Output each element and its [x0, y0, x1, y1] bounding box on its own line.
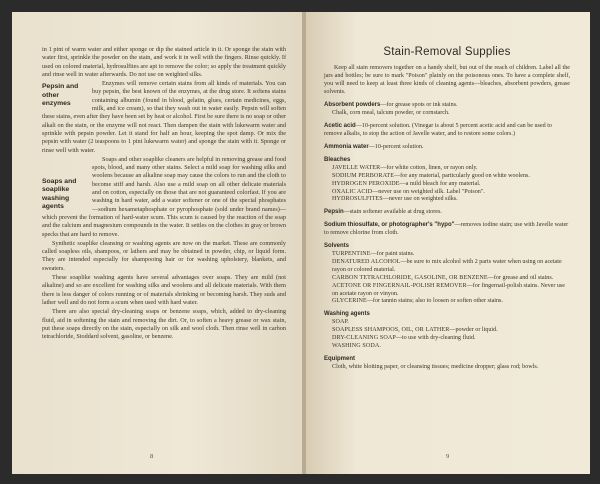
sodium-section: [324, 222, 570, 238]
list-item: DRY-CLEANING SOAP—to use with dry-cleaning fluid.: [332, 335, 476, 342]
paragraph: in 1 pint of warm water and either sponge or dip the stained article in it. Or sponge the stain with water first, sprinkle the powder on the stain, and work it in well with the fingers. Rinse quickly. If used on colored material, hydrosulfites are apt to remove the color; so apply the treatment quickly and rinse well in water afterwards. Do not use on weighted silks.: [42, 46, 286, 78]
list-item: DENATURED ALCOHOL—be sure to mix alcohol with 2 parts water when using on acetate rayon or colored material.: [332, 258, 562, 273]
absorbent-section: [324, 102, 570, 118]
section-heading: Acetic acid: [324, 123, 356, 130]
left-page: [12, 12, 302, 474]
section-heading: Bleaches: [324, 156, 351, 163]
book-spread: [12, 12, 590, 474]
section-heading: Absorbent powders: [324, 102, 381, 109]
solvents-section: [324, 243, 570, 306]
acetic-section: [324, 123, 570, 139]
washing-section: [324, 311, 570, 351]
list-item: HYDROGEN PEROXIDE—a mild bleach for any material.: [332, 180, 481, 187]
side-heading: Soaps and soaplike washing agents: [42, 177, 77, 211]
section-heading: Sodium thiosulfate, or photographer's "hypo": [324, 222, 455, 229]
section-heading: Solvents: [324, 243, 350, 250]
section-desc: —for grease spots or ink stains.: [380, 102, 458, 109]
page-title: Stain-Removal Supplies: [383, 46, 511, 58]
list-item: SODIUM PERBORATE—for any material, particularly good on white woolens.: [332, 172, 530, 179]
section-desc: —stain softener available at drug stores.: [343, 209, 442, 216]
ammonia-section: [324, 144, 570, 152]
section-desc: —10-percent solution. (Vinegar is about 5 percent acetic acid and can be used to remove alkalis, to stop the action of Javelle water, and to restore some colors.): [324, 123, 552, 138]
list-item: GLYCERINE—for tannin stains; also to loosen or soften other stains.: [332, 298, 503, 305]
bleaches-section: [324, 157, 570, 204]
section-desc: —10-percent solution.: [368, 144, 424, 150]
intro-paragraph: Keep all stain removers together on a handy shelf, but out of the reach of children. Label all the jars and bottles; be sure to mark "Poison" plainly on the poisonous ones. To have a complete shelf, you will need to keep at least three kinds of cleaning agents—bleaches, absorbent powders, grease solvents.: [324, 65, 570, 96]
list-item: OXALIC ACID—never use on weighted silk. Label "Poison".: [332, 188, 485, 195]
section-body: Cloth, white blotting paper, or cleansing tissues; medicine dropper; glass rod; bowls.: [332, 363, 539, 370]
page-number: 8: [150, 453, 154, 460]
list-item: SOAPLESS SHAMPOOS, OIL, OR LATHER—powder or liquid.: [332, 327, 498, 334]
section-heading: Ammonia water: [324, 144, 369, 150]
pepsin-section: [42, 80, 286, 155]
list-item: HYDROSULFITES—never use on weighted silks.: [332, 196, 458, 203]
paragraph: Synthetic soaplike cleansing or washing agents are now on the market. These are commonly called soapless oils, shampoos, or lathers and may be obtained in powder, chip, or liquid form. They are intended especially for shampooing hair or for washing upholstery, blankets, and sweaters.: [42, 239, 286, 272]
paragraph: There are also special dry-cleaning soaps or benzene soaps, which, added to dry-cleaning fluid, aid in softening the stain and removing the dirt. Or, to soften a heavy grease or wax stain, put these soaps directly on the stain, especially on silk and wool cloth. Then rinse well in carbon tetrachloride, Stoddard solvent, gasoline, or benzene.: [42, 308, 286, 341]
equipment-section: [324, 356, 570, 372]
paragraph: Enzymes will remove certain stains from all kinds of materials. You can buy pepsin, the best known of the enzymes, at the drug store. It softens stains containing albumin (found in blood, gelatin, glues, certain medicines, eggs, milk, and ice cream), so that they wash out in water easily. Pepsin will soften these stains, even after they have been set by heat or alcohol. First be sure there is no soap or other alkali on the stain, or the enzyme will not react. Then dampen the stain with lukewarm water and sprinkle with pepsin powder. Let it stand for half an hour, keeping the spot damp. Or mix the pepsin with water (2 teaspoons to 1 pint lukewarm water) and sponge the stain with it. Sponge or rinse well with water.: [42, 80, 286, 154]
page-number: 9: [446, 453, 450, 460]
section-body: Chalk, corn meal, talcum powder, or cornstarch.: [332, 110, 450, 117]
list-item: WASHING SODA.: [332, 342, 382, 349]
list-item: JAVELLE WATER—for white cotton, linen, or rayon only.: [332, 164, 478, 171]
soaps-section: [42, 156, 286, 239]
section-heading: Pepsin: [324, 209, 344, 216]
list-item: SOAP.: [332, 319, 349, 326]
section-desc: —removes iodine stain; use with Javelle water to remove chlorine from cloth.: [324, 222, 569, 237]
section-heading: Equipment: [324, 355, 355, 362]
right-page: [306, 12, 590, 474]
paragraph: These soaplike washing agents have several advantages over soaps. They are mild (not alkaline) and so are excellent for washing silks and woolens and all delicate materials. With them there is less danger of colors running or of materials shrinking or becoming harsh. They suds and lather well and do not form a scum when used with hard water.: [42, 274, 286, 306]
list-item: CARBON TETRACHLORIDE, GASOLINE, OR BENZENE—for grease and oil stains.: [332, 274, 554, 281]
pepsin-section: [324, 209, 570, 217]
list-item: ACETONE OR FINGERNAIL-POLISH REMOVER—for fingernail-polish stains. Never use on acetate rayon or vinyon.: [332, 282, 565, 297]
list-item: TURPENTINE—for paint stains.: [332, 250, 415, 257]
section-heading: Washing agents: [324, 311, 370, 318]
side-heading: Pepsin and other enzymes: [42, 83, 79, 107]
paragraph: Soaps and other soaplike cleaners are helpful in removing grease and food spots, blood, and many other stains. Select a mild soap for washing silks and woolens because an alkaline soap may cause the colors to run and the cloth to become stiff and harsh. Also use a mild soap on all other delicate materials and on cotton, especially on those that are not guaranteed colorfast. If you are washing in hard water, add a water softener or one of the special phosphates—sodium hexametaphosphate or pyrophosphate (sold under brand names)—which prevent the formation of hard-water scum. This scum is caused by the reaction of the soap and the calcium and magnesium compounds in the water. It settles on the clothes in gray or brown specks that are hard to remove.: [42, 155, 287, 238]
